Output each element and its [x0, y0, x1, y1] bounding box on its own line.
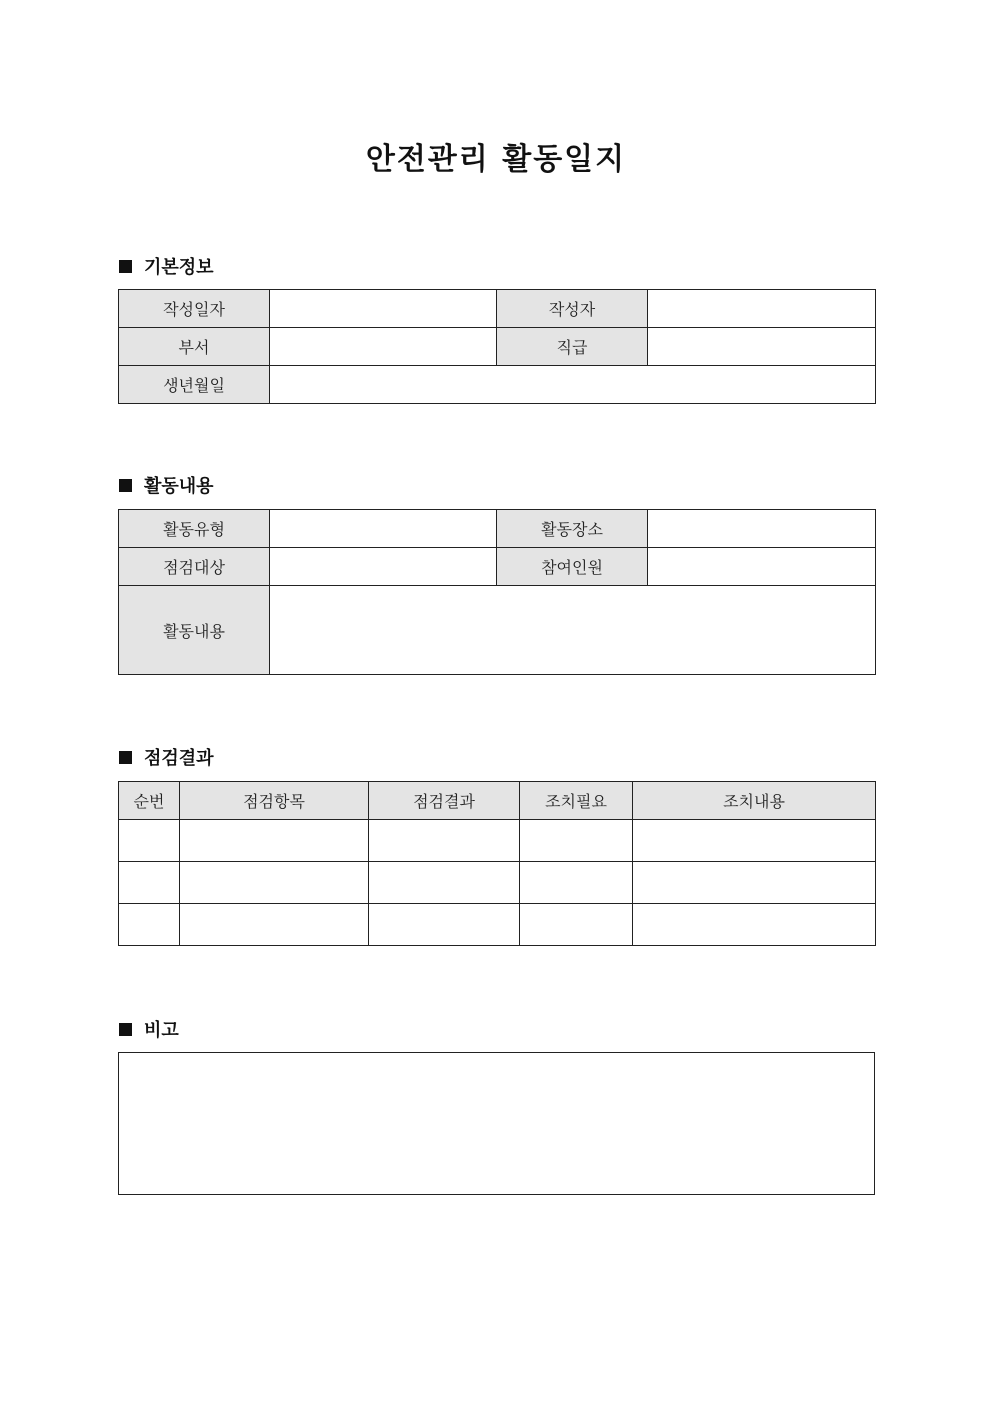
field-activity-type[interactable] [270, 510, 497, 548]
table-cell[interactable] [633, 820, 876, 862]
section-heading-basic-info [119, 253, 214, 279]
square-bullet-icon [119, 1023, 132, 1036]
field-date[interactable] [270, 290, 497, 328]
remarks-field[interactable] [118, 1052, 875, 1195]
section-title: 활동내용 [144, 476, 214, 497]
column-header: 조치내용 [633, 782, 876, 820]
column-header: 순번 [119, 782, 180, 820]
section-heading-activity [119, 472, 214, 498]
activity-table [118, 509, 876, 675]
table-cell[interactable] [633, 862, 876, 904]
square-bullet-icon [119, 479, 132, 492]
square-bullet-icon [119, 260, 132, 273]
table-cell[interactable] [119, 862, 180, 904]
field-participants[interactable] [648, 548, 876, 586]
field-author[interactable] [648, 290, 876, 328]
table-cell[interactable] [520, 862, 633, 904]
label-position: 직급 [497, 328, 648, 366]
table-cell[interactable] [369, 862, 520, 904]
column-header: 조치필요 [520, 782, 633, 820]
label-activity-type: 활동유형 [119, 510, 270, 548]
table-row [119, 820, 876, 862]
table-cell[interactable] [369, 820, 520, 862]
section-heading-inspection [119, 744, 214, 770]
table-cell[interactable] [180, 904, 369, 946]
label-date: 작성일자 [119, 290, 270, 328]
inspection-table [118, 781, 876, 946]
label-activity-content: 활동내용 [119, 586, 270, 675]
label-activity-place: 활동장소 [497, 510, 648, 548]
field-position[interactable] [648, 328, 876, 366]
field-inspection-target[interactable] [270, 548, 497, 586]
table-row [119, 904, 876, 946]
table-cell[interactable] [520, 904, 633, 946]
section-title: 기본정보 [144, 257, 214, 278]
column-header: 점검결과 [369, 782, 520, 820]
label-birthdate: 생년월일 [119, 366, 270, 404]
field-birthdate[interactable] [270, 366, 876, 404]
label-participants: 참여인원 [497, 548, 648, 586]
table-cell[interactable] [180, 862, 369, 904]
section-title: 점검결과 [144, 748, 214, 769]
section-heading-remarks [119, 1016, 179, 1042]
table-row [119, 862, 876, 904]
table-cell[interactable] [119, 904, 180, 946]
table-cell[interactable] [119, 820, 180, 862]
section-title: 비고 [144, 1020, 179, 1041]
field-department[interactable] [270, 328, 497, 366]
square-bullet-icon [119, 751, 132, 764]
label-author: 작성자 [497, 290, 648, 328]
label-inspection-target: 점검대상 [119, 548, 270, 586]
field-activity-content[interactable] [270, 586, 876, 675]
table-cell[interactable] [520, 820, 633, 862]
table-cell[interactable] [180, 820, 369, 862]
table-cell[interactable] [633, 904, 876, 946]
basic-info-table [118, 289, 876, 404]
field-activity-place[interactable] [648, 510, 876, 548]
document-title: 안전관리 활동일지 [365, 142, 627, 177]
table-cell[interactable] [369, 904, 520, 946]
label-department: 부서 [119, 328, 270, 366]
column-header: 점검항목 [180, 782, 369, 820]
